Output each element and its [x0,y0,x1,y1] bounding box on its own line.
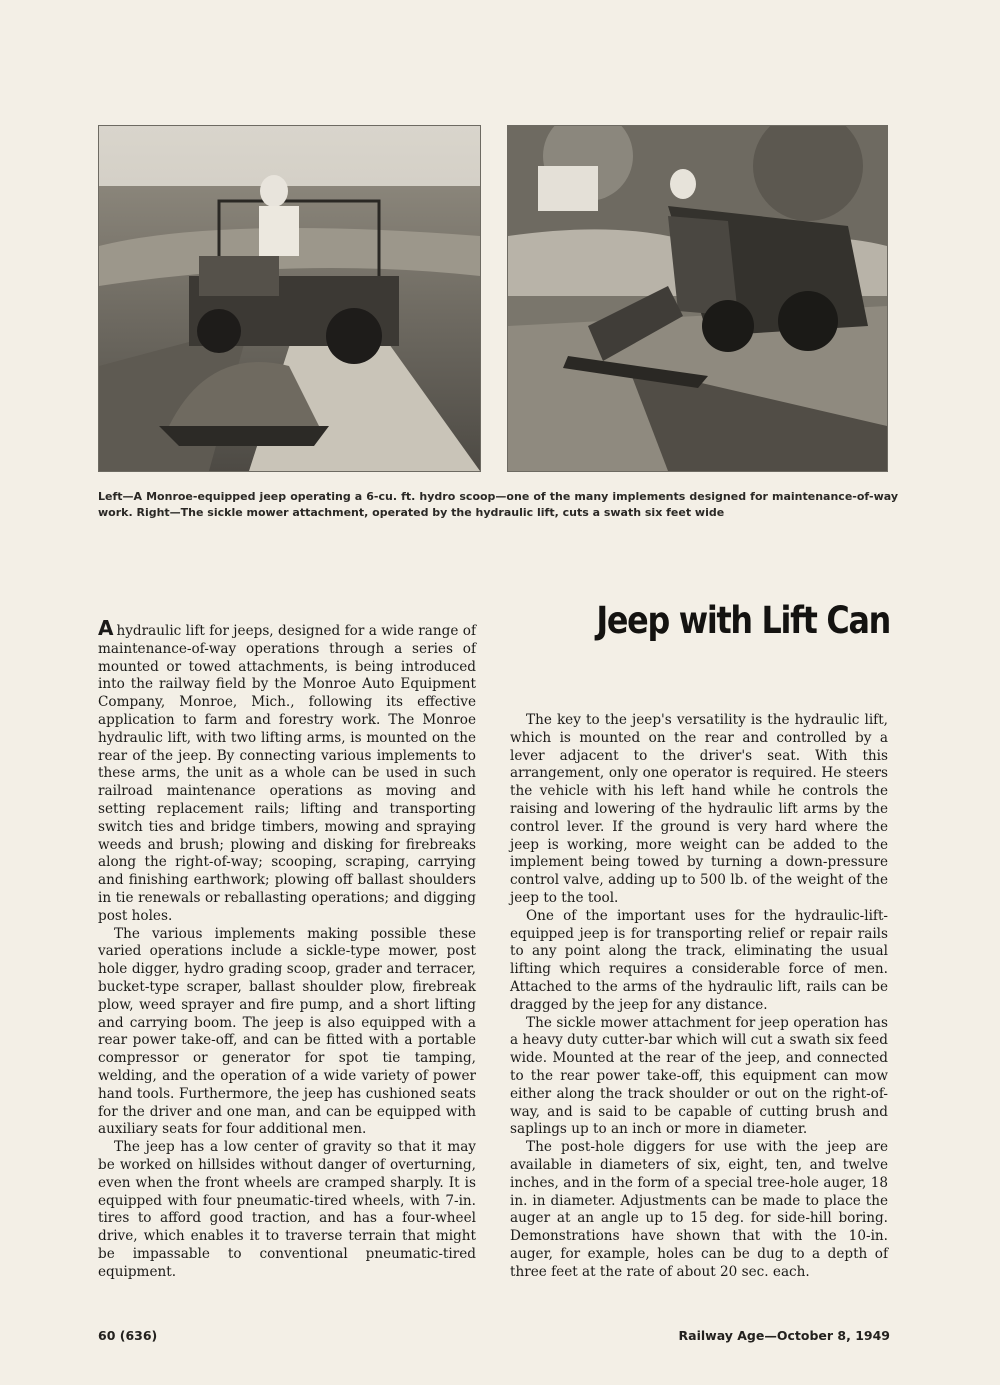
photo-left-jeep-scoop [98,125,481,472]
photo-right-jeep-mower [507,125,888,472]
drop-cap: A [98,616,114,640]
jeep-mower-image [508,126,887,471]
article-headline: Jeep with Lift Can [596,599,890,642]
journal-date-line: Railway Age—October 8, 1949 [678,1328,890,1343]
article-column-right [510,712,888,1282]
paragraph: The various implements making possible these varied operations include a sickle-type mower, post hole digger, hydro grading scoop, grader and terracer, bucket-type scraper, ballast shoulder plow, firebreak plow, weed sprayer and fire pump, and a short lifting and carrying boom. The jeep is also equipped with a rear power take-off, and can be fitted with a portable compressor or generator for spot tie tamping, welding, and the operation of a wide variety of power hand tools. Furthermore, the jeep has cushioned seats for the driver and one man, and can be equipped with auxiliary seats for four additional men. [98,925,476,1138]
jeep-scoop-image [99,126,480,471]
paragraph: One of the important uses for the hydraulic-lift-equipped jeep is for transporting relief or repair rails to any point along the track, eliminating the usual lifting which requires a considerable force of men. Attached to the arms of the hydraulic lift, rails can be dragged by the jeep for any distance. [510,907,888,1013]
photo-caption: Left—A Monroe-equipped jeep operating a 6-cu. ft. hydro scoop—one of the many implements designed for maintenance-of-way work. Right—The sickle mower attachment, operated by the hydraulic lift, cuts a swath six feet wide [98,490,898,519]
paragraph: The jeep has a low center of gravity so that it may be worked on hillsides without danger of overturning, even when the front wheels are cramped sharply. It is equipped with four pneumatic-tired wheels, with 7-in. tires to afford good traction, and has a four-wheel drive, which enables it to traverse terrain that might be impassable to conventional pneumatic-tired equipment. [98,1139,476,1280]
paragraph: The key to the jeep's versatility is the hydraulic lift, which is mounted on the rear and controlled by a lever adjacent to the driver's seat. With this arrangement, only one operator is required. He steers the vehicle with his left hand while he controls the raising and lowering of the hydraulic lift arms by the control lever. If the ground is very hard where the jeep is working, more weight can be added to the implement being towed by turning a down-pressure control valve, adding up to 500 lb. of the weight of the jeep to the tool. [510,712,888,906]
paragraph [98,616,476,926]
paragraph-text: hydraulic lift for jeeps, designed for a wide range of maintenance-of-way operations through a series of mounted or towed attachments, is being introduced into the railway field by the Monroe Auto Equipment Company, Monroe, Mich., following its effective application to farm and forestry work. The Monroe hydraulic lift, with two lifting arms, is mounted on the rear of the jeep. By connecting various implements to these arms, the unit as a whole can be used in such railroad maintenance operations as moving and setting replacement rails; lifting and transporting switch ties and bridge timbers, mowing and spraying weeds and brush; plowing and disking for firebreaks along the right-of-way; scooping, scraping, carrying and finishing earthwork; plowing off ballast shoulders in tie renewals or reballasting operations; and digging post holes. [98,623,476,924]
paragraph: The post-hole diggers for use with the jeep are available in diameters of six, eight, ten, and twelve inches, and in the form of a special tree-hole auger, 18 in. in diameter. Adjustments can be made to place the auger at an angle up to 15 deg. for side-hill boring. Demonstrations have shown that with the 10-in. auger, for example, holes can be dug to a depth of three feet at the rate of about 20 sec. each. [510,1139,888,1280]
paragraph: The sickle mower attachment for jeep operation has a heavy duty cutter-bar which will cut a swath six feed wide. Mounted at the rear of the jeep, and connected to the rear power take-off, this equipment can mow either along the track shoulder or out on the right-of-way, and is said to be capable of cutting brush and saplings up to an inch or more in diameter. [510,1014,888,1138]
article-column-left [98,616,476,1281]
page-folio: 60 (636) [98,1328,158,1343]
